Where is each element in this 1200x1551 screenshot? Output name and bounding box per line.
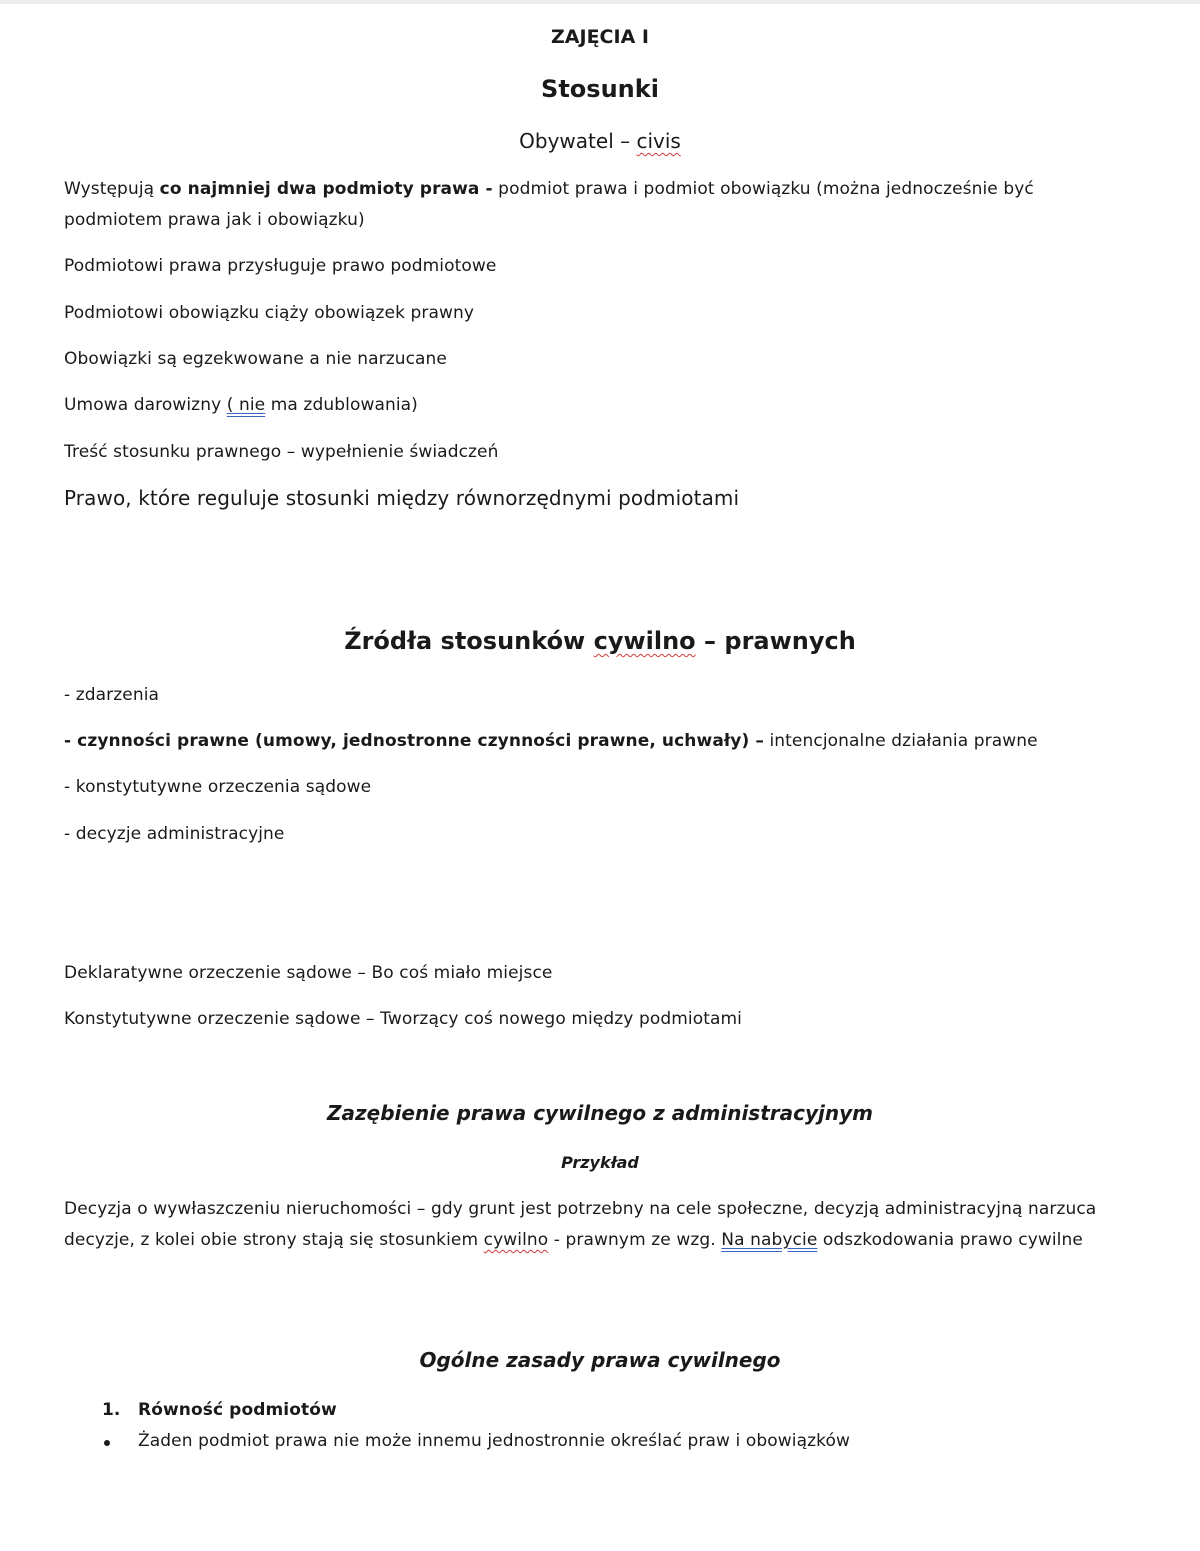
heading-zazebienie: Zazębienie prawa cywilnego z administracyjnym <box>327 1101 873 1125</box>
list-item-rownosc: Równość podmiotów <box>138 1400 337 1420</box>
heading2-post: – prawnych <box>695 627 856 655</box>
heading-zrodla <box>0 627 1200 655</box>
p5-post: ma zdublowania) <box>265 395 418 415</box>
page-title: ZAJĘCIA I <box>551 26 649 48</box>
page-top-border <box>0 0 1200 4</box>
heading2-term: cywilno <box>593 627 696 655</box>
p5-underlined: ( nie <box>226 395 266 415</box>
paragraph-konstytutywne: Konstytutywne orzeczenie sądowe – Tworzący coś nowego między podmiotami <box>64 1009 742 1029</box>
heading-ogolne-zasady: Ogólne zasady prawa cywilnego <box>419 1348 781 1372</box>
decyzja-term: cywilno <box>483 1230 549 1250</box>
source-zdarzenia: - zdarzenia <box>64 685 160 705</box>
list-number: 1. <box>102 1400 121 1420</box>
bullet-item-zaden-podmiot: Żaden podmiot prawa nie może innemu jednostronnie określać praw i obowiązków <box>138 1431 850 1451</box>
heading2-pre: Źródła stosunków <box>344 627 594 655</box>
term-civis: civis <box>636 129 681 153</box>
paragraph-prawo-reguluje: Prawo, które reguluje stosunki między równorzędnymi podmiotami <box>64 486 740 510</box>
obywatel-line <box>0 129 1200 153</box>
source-czynnosci-rest: intencjonalne działania prawne <box>763 731 1038 751</box>
source-czynnosci-prawne <box>64 731 1038 751</box>
source-orzeczenia: - konstytutywne orzeczenia sądowe <box>64 777 372 797</box>
paragraph-obowiazek-prawny: Podmiotowi obowiązku ciąży obowiązek prawny <box>64 303 475 323</box>
source-decyzje: - decyzje administracyjne <box>64 824 285 844</box>
section-title-stosunki: Stosunki <box>541 75 659 103</box>
decyzja-text-c: odszkodowania prawo cywilne <box>817 1230 1083 1250</box>
paragraph-deklaratywne: Deklaratywne orzeczenie sądowe – Bo coś miało miejsce <box>64 963 553 983</box>
p1-bold: co najmniej dwa podmioty prawa - <box>159 179 493 199</box>
paragraph-obowiazki: Obowiązki są egzekwowane a nie narzucane <box>64 349 447 369</box>
decyzja-text-a: Decyzja o wywłaszczeniu nieruchomości – gdy grunt jest potrzebny na cele społeczne, decyzją administracyjną narzuca decyzje, z kolei obie strony stają się stosunkiem <box>64 1199 1097 1250</box>
paragraph-decyzja <box>64 1194 1104 1256</box>
decyzja-underlined: Na nabycie <box>721 1230 818 1250</box>
p1-post: podmiot prawa i podmiot obowiązku (można jednocześnie być podmiotem prawa jak i obowiązku) <box>64 179 1034 230</box>
paragraph-tresc-stosunku: Treść stosunku prawnego – wypełnienie świadczeń <box>64 442 499 462</box>
decyzja-text-b: - prawnym ze wzg. <box>548 1230 722 1250</box>
source-czynnosci-bold: - czynności prawne (umowy, jednostronne czynności prawne, uchwały) – <box>64 731 764 751</box>
heading-przyklad: Przykład <box>561 1153 639 1172</box>
paragraph-podmioty <box>64 174 1104 236</box>
bullet-icon <box>104 1440 110 1446</box>
paragraph-umowa-darowizny <box>64 395 418 415</box>
obywatel-prefix: Obywatel – <box>519 129 637 153</box>
paragraph-prawo-podmiotowe: Podmiotowi prawa przysługuje prawo podmiotowe <box>64 256 497 276</box>
p1-pre: Występują <box>64 179 160 199</box>
p5-pre: Umowa darowizny <box>64 395 227 415</box>
